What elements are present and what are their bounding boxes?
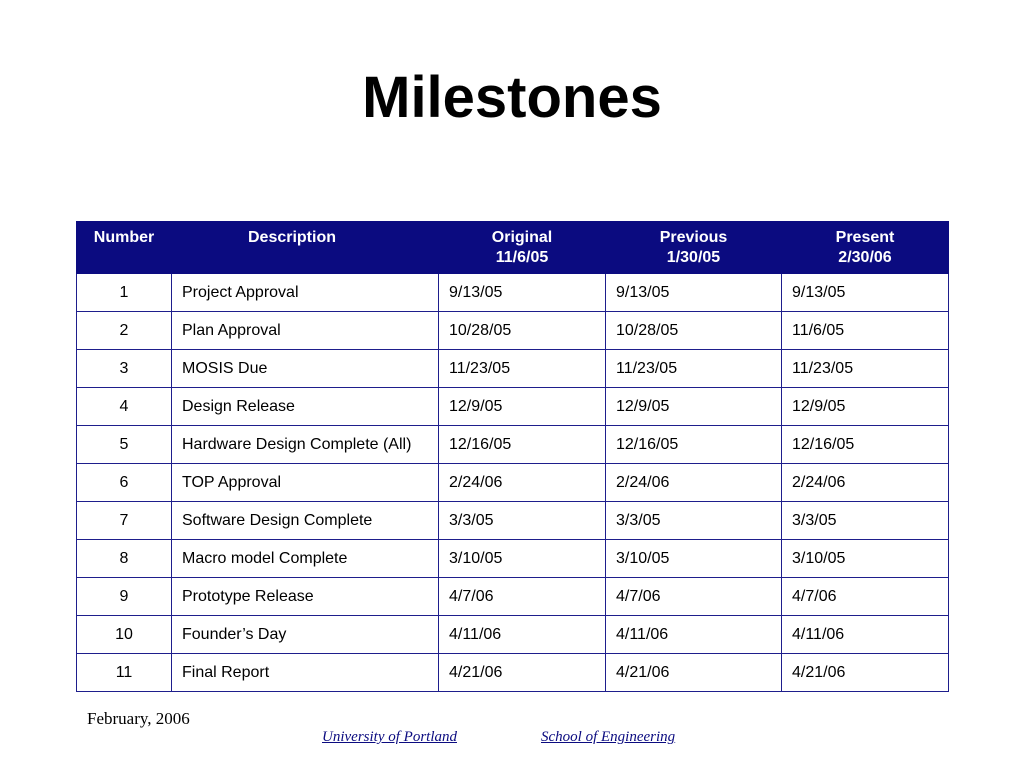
table-row	[77, 464, 949, 502]
cell-number: 7	[77, 502, 172, 540]
header-previous-date: 1/30/05	[666, 249, 721, 266]
header-original-date: 11/6/05	[495, 249, 549, 266]
cell-previous: 3/10/05	[606, 540, 782, 578]
table-body	[77, 274, 949, 692]
cell-original: 4/11/06	[439, 616, 606, 654]
table-row	[77, 350, 949, 388]
header-original-label: Original	[491, 229, 553, 246]
cell-number: 3	[77, 350, 172, 388]
table-row	[77, 654, 949, 692]
cell-previous: 2/24/06	[606, 464, 782, 502]
cell-previous: 4/21/06	[606, 654, 782, 692]
header-present-date: 2/30/06	[838, 249, 892, 266]
table-row	[77, 578, 949, 616]
header-previous	[606, 222, 782, 274]
cell-present: 4/7/06	[782, 578, 949, 616]
cell-description: MOSIS Due	[172, 350, 439, 388]
cell-description: TOP Approval	[172, 464, 439, 502]
cell-description: Design Release	[172, 388, 439, 426]
cell-original: 10/28/05	[439, 312, 606, 350]
cell-previous: 4/11/06	[606, 616, 782, 654]
header-present	[782, 222, 949, 274]
cell-original: 2/24/06	[439, 464, 606, 502]
milestones-table	[76, 221, 949, 692]
cell-description: Plan Approval	[172, 312, 439, 350]
cell-number: 1	[77, 274, 172, 312]
cell-previous: 4/7/06	[606, 578, 782, 616]
cell-original: 9/13/05	[439, 274, 606, 312]
cell-original: 4/21/06	[439, 654, 606, 692]
cell-present: 4/21/06	[782, 654, 949, 692]
footer-school-link[interactable]: School of Engineering	[541, 729, 676, 745]
cell-description: Prototype Release	[172, 578, 439, 616]
cell-present: 3/3/05	[782, 502, 949, 540]
table-row	[77, 312, 949, 350]
cell-number: 9	[77, 578, 172, 616]
cell-original: 11/23/05	[439, 350, 606, 388]
header-description: Description	[172, 222, 439, 274]
header-number: Number	[77, 222, 172, 274]
cell-original: 4/7/06	[439, 578, 606, 616]
table-row	[77, 388, 949, 426]
header-row	[77, 222, 949, 274]
cell-previous: 9/13/05	[606, 274, 782, 312]
cell-number: 10	[77, 616, 172, 654]
footer-university-link[interactable]: University of Portland	[322, 729, 457, 745]
cell-description: Project Approval	[172, 274, 439, 312]
cell-previous: 10/28/05	[606, 312, 782, 350]
cell-number: 8	[77, 540, 172, 578]
slide-title: Milestones	[362, 65, 662, 130]
footer-date: February, 2006	[87, 709, 190, 728]
cell-original: 12/16/05	[439, 426, 606, 464]
cell-present: 9/13/05	[782, 274, 949, 312]
cell-original: 12/9/05	[439, 388, 606, 426]
cell-present: 4/11/06	[782, 616, 949, 654]
cell-previous: 3/3/05	[606, 502, 782, 540]
cell-present: 11/6/05	[782, 312, 949, 350]
cell-original: 3/3/05	[439, 502, 606, 540]
cell-present: 3/10/05	[782, 540, 949, 578]
cell-present: 12/16/05	[782, 426, 949, 464]
cell-number: 4	[77, 388, 172, 426]
table-row	[77, 616, 949, 654]
table-row	[77, 502, 949, 540]
cell-present: 12/9/05	[782, 388, 949, 426]
cell-original: 3/10/05	[439, 540, 606, 578]
cell-previous: 12/9/05	[606, 388, 782, 426]
cell-description: Macro model Complete	[172, 540, 439, 578]
table-row	[77, 540, 949, 578]
cell-description: Final Report	[172, 654, 439, 692]
header-present-label: Present	[835, 229, 895, 246]
cell-description: Software Design Complete	[172, 502, 439, 540]
cell-number: 11	[77, 654, 172, 692]
header-previous-label: Previous	[659, 229, 728, 246]
cell-number: 6	[77, 464, 172, 502]
cell-previous: 11/23/05	[606, 350, 782, 388]
table-row	[77, 426, 949, 464]
table-header	[77, 222, 949, 274]
cell-description: Founder’s Day	[172, 616, 439, 654]
cell-description: Hardware Design Complete (All)	[172, 426, 439, 464]
header-original	[439, 222, 606, 274]
cell-number: 5	[77, 426, 172, 464]
cell-number: 2	[77, 312, 172, 350]
cell-present: 2/24/06	[782, 464, 949, 502]
cell-present: 11/23/05	[782, 350, 949, 388]
table-row	[77, 274, 949, 312]
cell-previous: 12/16/05	[606, 426, 782, 464]
